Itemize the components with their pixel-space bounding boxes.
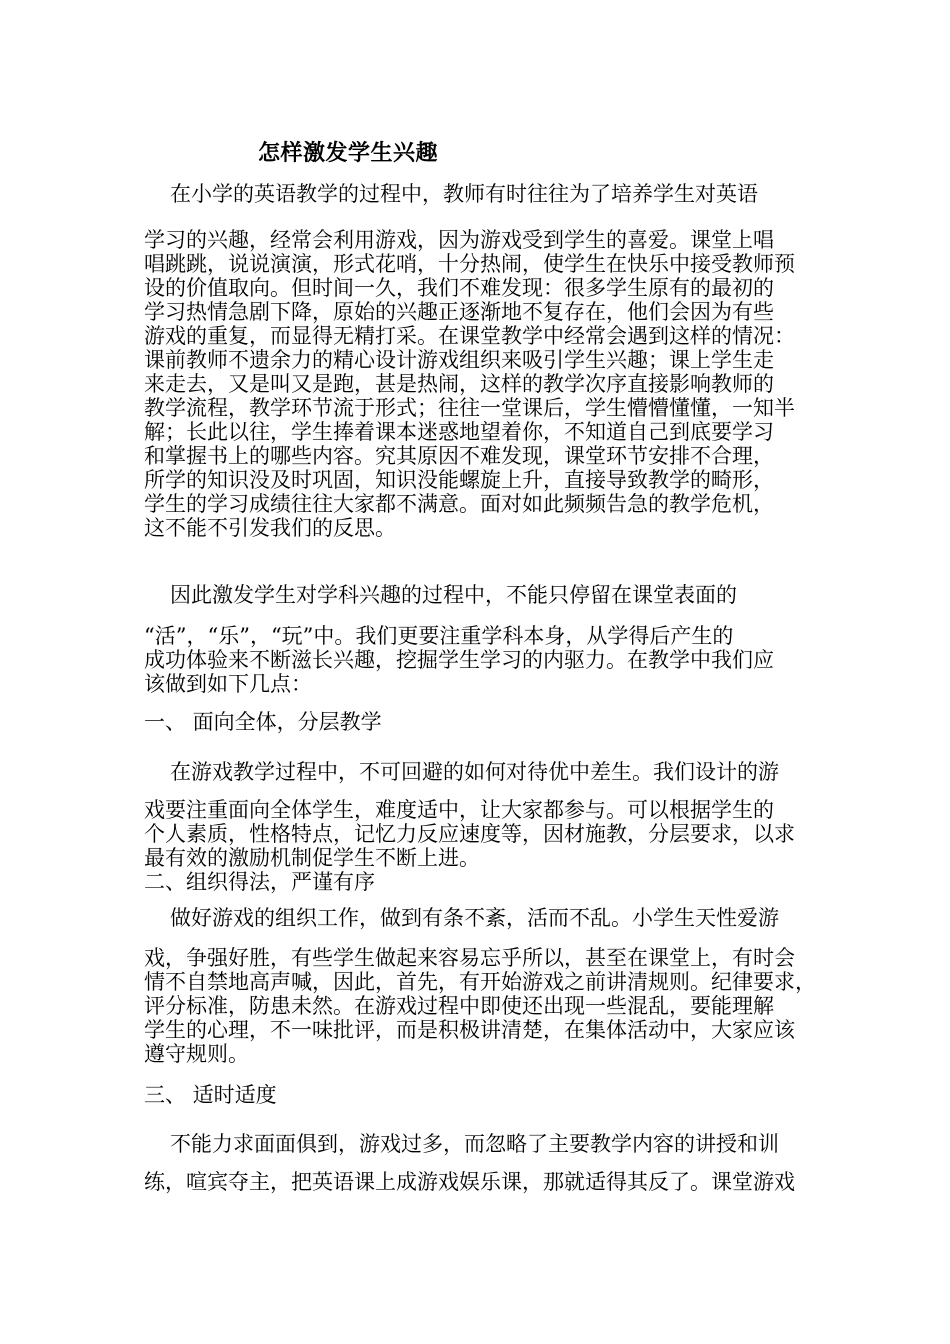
paragraph-4-line: 遵守规则。 — [144, 1042, 249, 1066]
paragraph-3-line: 个人素质，性格特点，记忆力反应速度等，因材施教，分层要求，以求 — [144, 822, 795, 846]
paragraph-3-line: 戏要注重面向全体学生，难度适中，让大家都参与。可以根据学生的 — [144, 798, 774, 822]
section-heading-2: 二、组织得法，严谨有序 — [144, 870, 375, 894]
paragraph-1-line: 解；长此以往，学生捧着课本迷惑地望着你，不知道自己到底要学习 — [144, 420, 774, 444]
paragraph-4-line: 学生的心理，不一味批评，而是积极讲清楚，在集体活动中，大家应该 — [144, 1018, 795, 1042]
paragraph-1-line: 和掌握书上的哪些内容。究其原因不难发现，课堂环节安排不合理， — [144, 444, 774, 468]
paragraph-2-line: 成功体验来不断滋长兴趣，挖掘学生学习的内驱力。在教学中我们应 — [144, 648, 774, 672]
paragraph-3-line: 最有效的激励机制促学生不断上进。 — [144, 846, 480, 870]
paragraph-1-line: 学生的学习成绩往往大家都不满意。面对如此频频告急的教学危机， — [144, 492, 774, 516]
paragraph-4-line: 情不自禁地高声喊，因此，首先，有开始游戏之前讲清规则。纪律要求， — [144, 970, 816, 994]
document-title: 怎样激发学生兴趣 — [258, 140, 439, 166]
paragraph-4-line: 评分标准，防患未然。在游戏过程中即使还出现一些混乱，要能理解 — [144, 994, 774, 1018]
section-heading-3: 三、 适时适度 — [144, 1083, 277, 1107]
paragraph-5-line: 不能力求面面俱到，游戏过多，而忽略了主要教学内容的讲授和训 — [170, 1132, 779, 1156]
paragraph-1-line: 来走去，又是叫又是跑，甚是热闹，这样的教学次序直接影响教师的 — [144, 372, 774, 396]
paragraph-2-line: 该做到如下几点： — [144, 672, 312, 696]
paragraph-1-line: 这不能不引发我们的反思。 — [144, 516, 396, 540]
paragraph-1-line: 学习热情急剧下降，原始的兴趣正逐渐地不复存在，他们会因为有些 — [144, 300, 774, 324]
paragraph-2-line: “活”，“乐”，“玩”中。我们更要注重学科本身，从学得后产生的 — [144, 624, 734, 648]
paragraph-5-line: 练，喧宾夺主，把英语课上成游戏娱乐课，那就适得其反了。课堂游戏 — [144, 1170, 795, 1194]
paragraph-1-line: 所学的知识没及时巩固，知识没能螺旋上升，直接导致教学的畸形， — [144, 468, 774, 492]
paragraph-1-line: 课前教师不遗余力的精心设计游戏组织来吸引学生兴趣；课上学生走 — [144, 348, 774, 372]
paragraph-1-line: 唱跳跳，说说演演，形式花哨，十分热闹，使学生在快乐中接受教师预 — [144, 252, 795, 276]
paragraph-1-line: 教学流程，教学环节流于形式；往往一堂课后，学生懵懵懂懂，一知半 — [144, 396, 795, 420]
paragraph-4-line: 戏，争强好胜，有些学生做起来容易忘乎所以，甚至在课堂上，有时会 — [144, 946, 795, 970]
paragraph-1-line: 学习的兴趣，经常会利用游戏，因为游戏受到学生的喜爱。课堂上唱 — [144, 228, 774, 252]
paragraph-1-line: 设的价值取向。但时间一久，我们不难发现：很多学生原有的最初的 — [144, 276, 774, 300]
paragraph-4-line: 做好游戏的组织工作，做到有条不紊，活而不乱。小学生天性爱游 — [170, 906, 779, 930]
paragraph-2-line: 因此激发学生对学科兴趣的过程中，不能只停留在课堂表面的 — [170, 583, 737, 607]
paragraph-3-line: 在游戏教学过程中，不可回避的如何对待优中差生。我们设计的游 — [170, 760, 779, 784]
section-heading-1: 一、 面向全体，分层教学 — [144, 710, 382, 734]
paragraph-1-line: 在小学的英语教学的过程中，教师有时往往为了培养学生对英语 — [170, 182, 758, 206]
paragraph-1-line: 游戏的重复，而显得无精打采。在课堂教学中经常会遇到这样的情况： — [144, 324, 795, 348]
